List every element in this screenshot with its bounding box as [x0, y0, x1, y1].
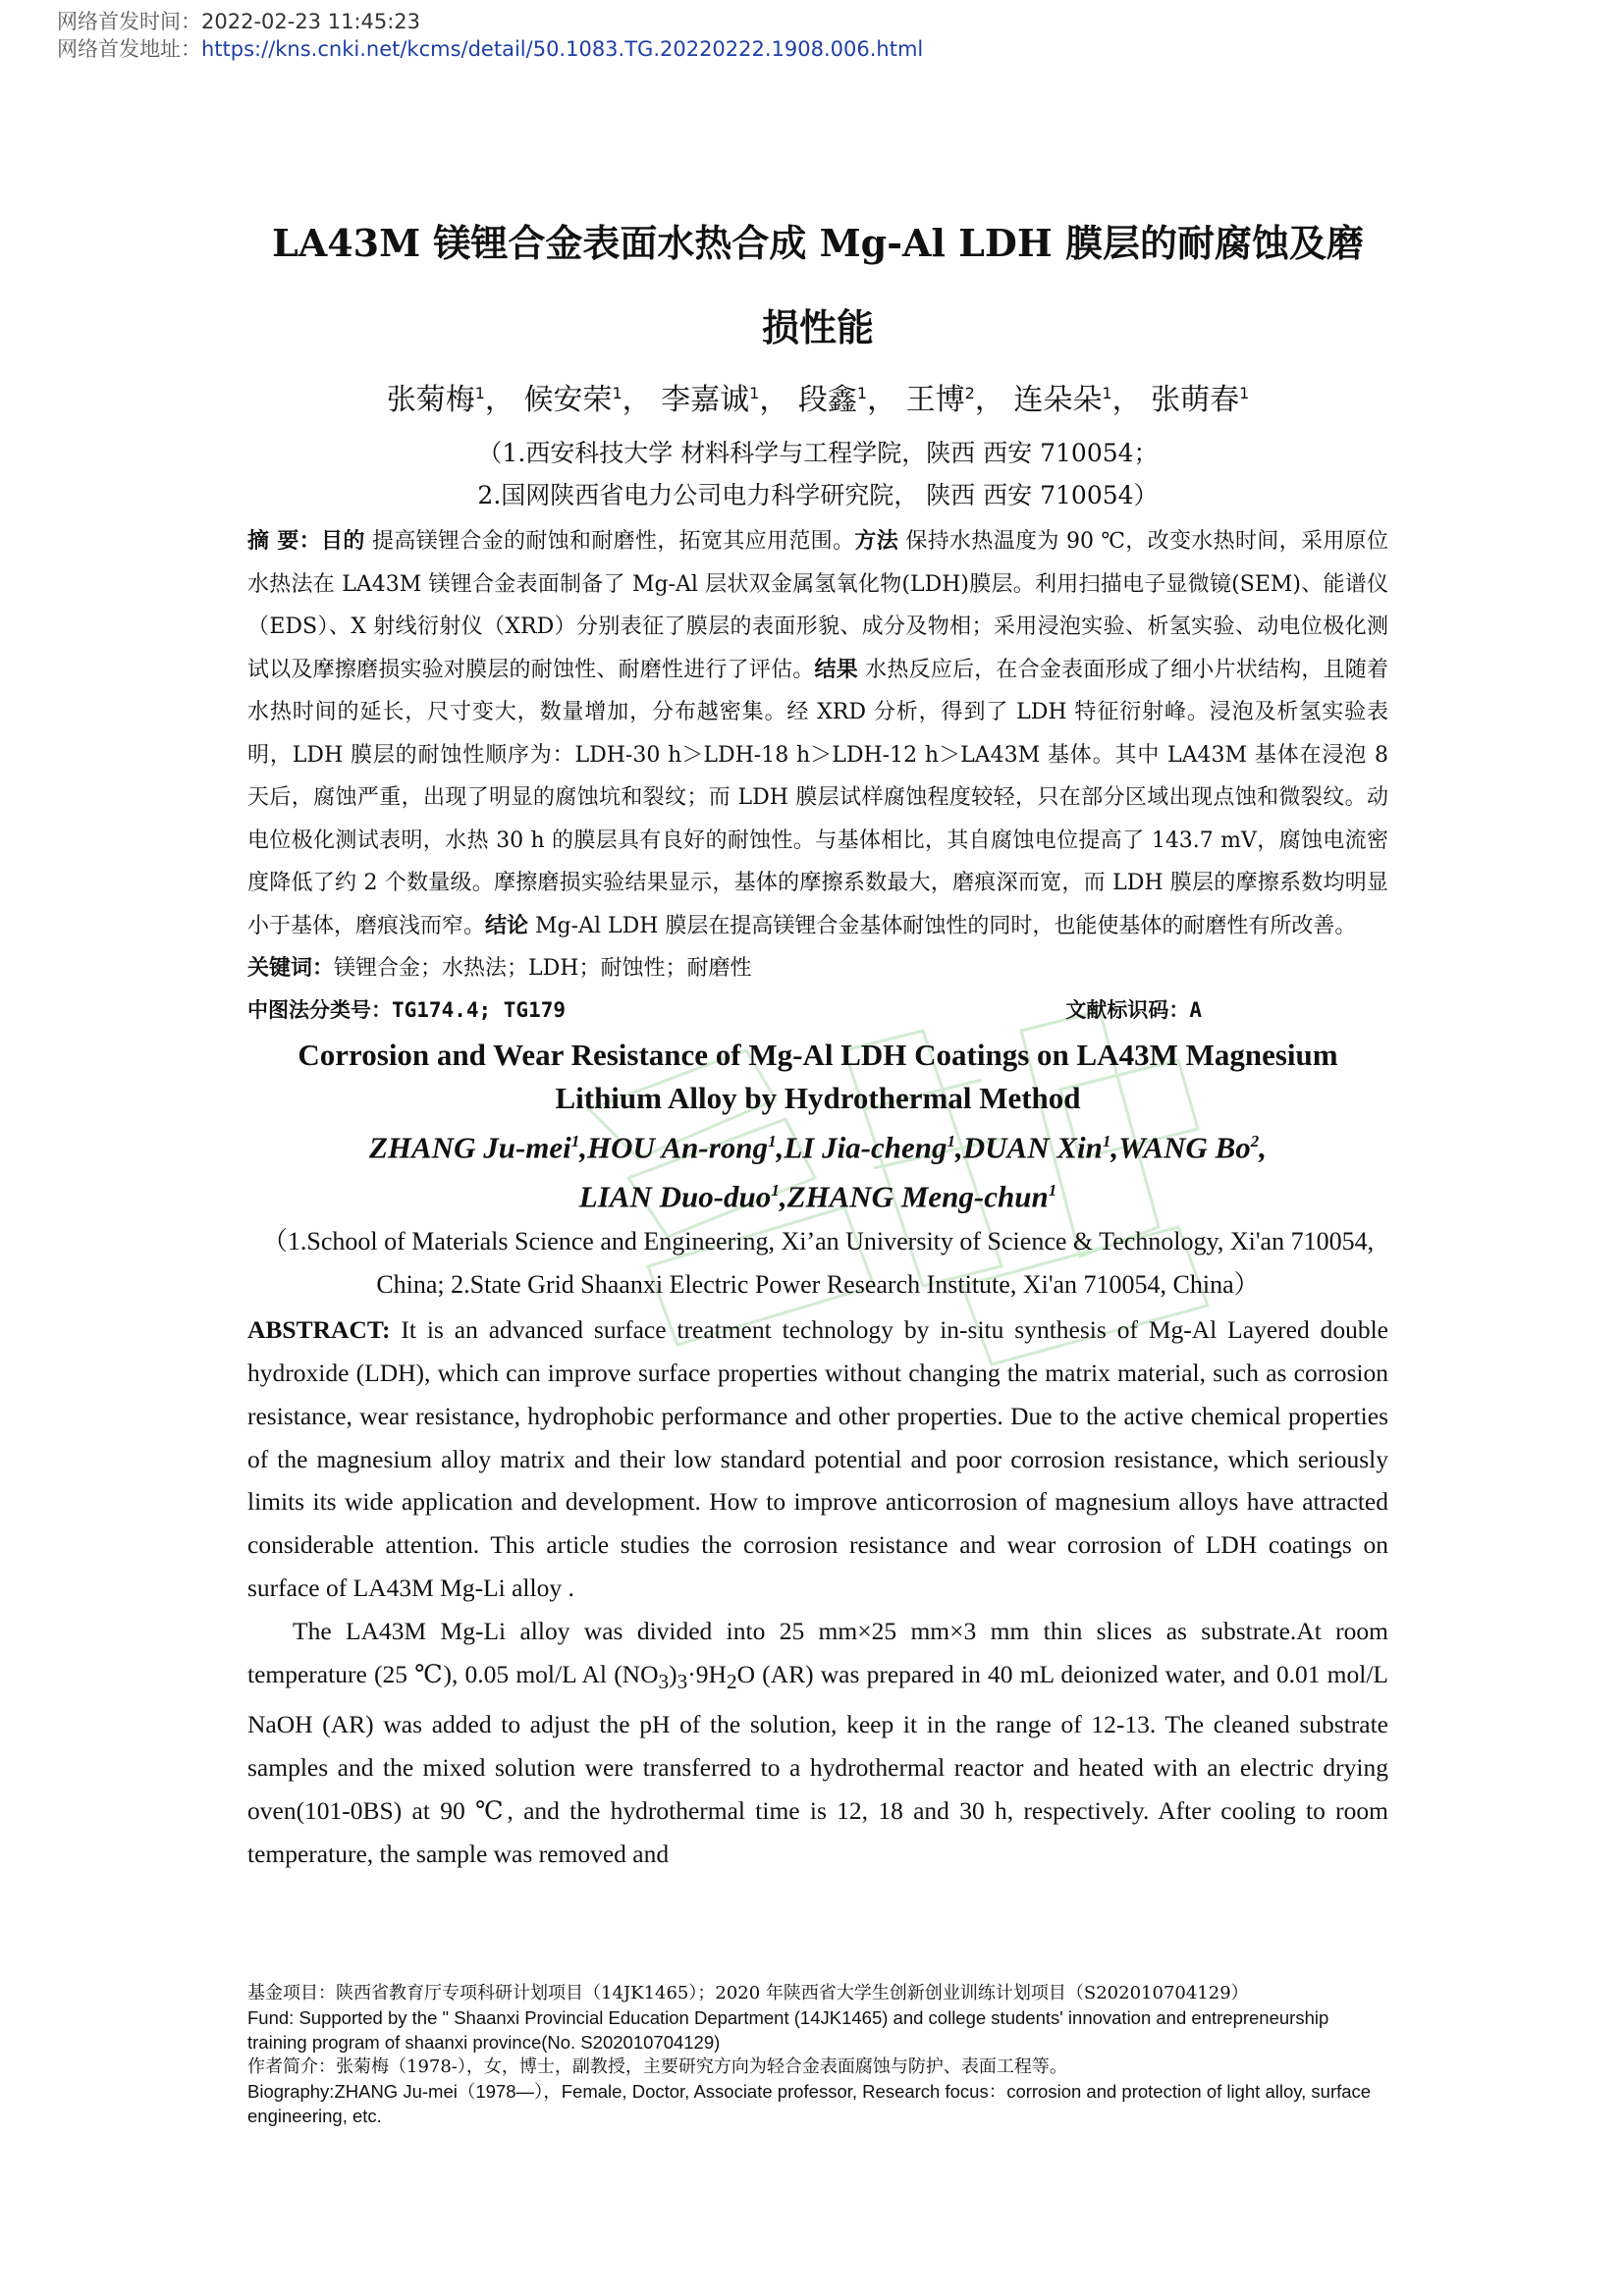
en-author-sup: 1: [1102, 1131, 1111, 1150]
en-abstract-p2-text: O (AR) was prepared in 40 mL deionized water, and 0.01 mol/L NaOH (AR) was added to adjust the pH of the solution, keep it in the range of 12-13. The cleaned substrate samples and the mixed solution were transferred to a hydrothermal reactor and heated with an electric drying oven(101-0BS) at 90 ℃, and the hydrothermal time is 12, 18 and 30 h, respectively. After cooling to room temperature, the sample was removed and: [247, 1659, 1388, 1868]
cn-author: 段鑫: [797, 383, 857, 417]
cn-authors: 张菊梅$^1$， 候安荣$^1$， 李嘉诚$^1$， 段鑫$^1$， 王博$^2$， 连朵朵$^1$， 张萌春$^1$: [386, 383, 1250, 417]
keywords-label: 关键词：: [247, 956, 335, 981]
en-author: LIAN Duo-duo: [578, 1179, 772, 1214]
en-abstract-para1: [247, 1308, 1388, 1610]
clc-label: 中图法分类号：: [247, 997, 392, 1022]
cn-abstract: [247, 520, 1388, 990]
cn-author: 李嘉诚: [661, 383, 750, 417]
cn-author: 连朵朵: [1013, 383, 1103, 417]
en-author: WANG Bo: [1118, 1129, 1251, 1164]
en-abstract: [247, 1308, 1388, 1875]
online-first-url-link[interactable]: https://kns.cnki.net/kcms/detail/50.1083.TG.20220222.1908.006.html: [201, 37, 924, 61]
cn-affil-line1: （1.西安科技大学 材料科学与工程学院，陕西 西安 710054；: [477, 439, 1159, 467]
online-first-url-label: 网络首发地址：: [57, 37, 201, 61]
en-title-line2: Lithium Alloy by Hydrothermal Method: [555, 1080, 1081, 1115]
paper-body: [247, 201, 1388, 1876]
en-author-sup: 2: [1250, 1131, 1260, 1150]
en-abstract-p2-text: ·9H: [687, 1659, 727, 1688]
en-abstract-label: ABSTRACT:: [247, 1315, 391, 1345]
doc-code: [1065, 990, 1202, 1030]
result-text: 水热反应后，在合金表面形成了细小片状结构，且随着水热时间的延长，尺寸变大，数量增加，分布越密集。经 XRD 分析，得到了 LDH 特征衍射峰。浸泡及析氢实验表明，LDH 膜层的耐蚀性顺序为：LDH-30 h＞LDH-18 h＞LDH-12 h＞LA43M 基体。其中 LA43M 基体在浸泡 8 天后，腐蚀严重，出现了明显的腐蚀坑和裂纹；而 LDH 膜层试样腐蚀程度较轻，只在部分区域出现点蚀和微裂纹。动电位极化测试表明，水热 30 h 的膜层具有良好的耐蚀性。与基体相比，其自腐蚀电位提高了 143.7 mV，腐蚀电流密度降低了约 2 个数量级。摩擦磨损实验结果显示，基体的摩擦系数最大，磨痕深而宽，而 LDH 膜层的摩擦系数均明显小于基体，磨痕浅而窄。: [247, 657, 1388, 938]
online-first-time: [57, 6, 420, 35]
cn-affil-line2: 2.国网陕西省电力公司电力科学研究院， 陕西 西安 710054）: [477, 481, 1159, 509]
cn-title-line1: LA43M 镁锂合金表面水热合成 Mg-Al LDH 膜层的耐腐蚀及磨: [272, 221, 1364, 265]
cn-author-sup: 1: [1239, 384, 1250, 402]
cn-author: 王博: [905, 383, 965, 417]
footnotes: [247, 1981, 1388, 2128]
keywords-text: 镁锂合金；水热法；LDH；耐蚀性；耐磨性: [334, 956, 752, 981]
en-author: DUAN Xin: [962, 1129, 1103, 1164]
subscript: 2: [726, 1669, 737, 1693]
online-first-time-value: 2022-02-23 11:45:23: [201, 10, 421, 33]
cn-title: [247, 201, 1388, 370]
bio-cn: 作者简介：张菊梅（1978-），女，博士，副教授，主要研究方向为轻合金表面腐蚀与防护、表面工程等。: [247, 2056, 1067, 2077]
fund-en: Fund: Supported by the " Shaanxi Provincial Education Department (14JK1465) and college students' innovation and entrepreneurship training program of shaanxi province(No. S202010704129): [247, 2007, 1329, 2053]
online-first-url: [57, 33, 923, 63]
en-author-sup: 1: [570, 1131, 580, 1150]
cn-author-sup: 1: [749, 384, 760, 402]
cn-author-sup: 1: [474, 384, 485, 402]
result-label: 结果: [814, 657, 858, 682]
cn-author-sup: 1: [1102, 384, 1112, 402]
subscript: 3: [658, 1669, 670, 1693]
cn-author: 候安荣: [523, 383, 613, 417]
en-author: HOU An-rong: [587, 1129, 769, 1164]
doc-code-value: A: [1189, 997, 1202, 1022]
method-label: 方法: [854, 529, 899, 554]
cn-author-sup: 1: [612, 384, 623, 402]
cn-author: 张菊梅: [386, 383, 475, 417]
en-abstract-p1-text: It is an advanced surface treatment technology by in-situ synthesis of Mg-Al Layered double hydroxide (LDH), which can improve surface properties without changing the matrix material, such as corrosion resistance, wear resistance, hydrophobic performance and other properties. Due to the active chemical properties of the magnesium alloy matrix and their low standard potential and poor corrosion resistance, which seriously limits its wide application and development. How to improve anticorrosion of magnesium alloys have attracted considerable attention. This article studies the corrosion resistance and wear corrosion of LDH coatings on surface of LA43M Mg-Li alloy .: [247, 1315, 1388, 1602]
fund-cn: 基金项目：陕西省教育厅专项科研计划项目（14JK1465）；2020 年陕西省大学生创新创业训练计划项目（S202010704129）: [247, 1983, 1249, 2003]
classification-line: [247, 990, 1388, 1030]
cn-abstract-label: 摘 要：: [247, 529, 321, 554]
en-authors-line2: LIAN Duo-duo$^1$,ZHANG Meng-chun$^1$: [578, 1179, 1057, 1214]
bio-en: Biography:ZHANG Ju-mei（1978—），Female, Doctor, Associate professor, Research focus：corrosion and protection of light alloy, surface engineering, etc.: [247, 2081, 1372, 2126]
conclusion-text: Mg-Al LDH 膜层在提高镁锂合金基体耐蚀性的同时，也能使基体的耐磨性有所改善。: [528, 913, 1357, 938]
cn-author-sup: 1: [856, 384, 868, 402]
en-author-sup: 1: [771, 1180, 780, 1200]
cn-affiliations: [247, 432, 1388, 516]
method-text: 保持水热温度为 90 ℃，改变水热时间，采用原位水热法在 LA43M 镁锂合金表面制备了 Mg-Al 层状双金属氢氧化物(LDH)膜层。利用扫描电子显微镜(SEM)、能谱仪（EDS）、X 射线衍射仪（XRD）分别表征了膜层的表面形貌、成分及物相；采用浸泡实验、析氢实验、动电位极化测试以及摩擦磨损实验对膜层的耐蚀性、耐磨性进行了评估。: [247, 529, 1388, 682]
subscript: 3: [677, 1669, 688, 1693]
en-affiliations: （1.School of Materials Science and Engineering, Xi’an University of Science & Technology, Xi'an 710054, China; 2.State Grid Shaanxi Electric Power Research Institute, Xi'an 710054, China）: [261, 1227, 1375, 1300]
en-title: [247, 1034, 1388, 1120]
en-author: ZHANG Ju-mei: [368, 1129, 571, 1164]
en-author: LI Jia-cheng: [784, 1129, 947, 1164]
purpose-label: 目的: [321, 529, 365, 554]
cn-title-line2: 损性能: [761, 305, 874, 349]
en-authors: [247, 1120, 1388, 1219]
en-abstract-para2: [247, 1610, 1388, 1876]
clc-number: [247, 990, 566, 1030]
cn-author: 张萌春: [1151, 383, 1240, 417]
purpose-text: 提高镁锂合金的耐蚀和耐磨性，拓宽其应用范围。: [364, 529, 855, 554]
doc-code-label: 文献标识码：: [1065, 997, 1190, 1022]
cn-author-sup: 2: [964, 384, 975, 402]
en-authors-line1: ZHANG Ju-mei$^1$,HOU An-rong$^1$,LI Jia-cheng$^1$,DUAN Xin$^1$,WANG Bo$^2$,: [368, 1129, 1268, 1164]
online-first-time-label: 网络首发时间：: [57, 10, 201, 33]
en-author-sup: 1: [768, 1131, 777, 1150]
en-abstract-p2-text: The LA43M Mg-Li alloy was divided into 25 mm×25 mm×3 mm thin slices as substrate.At room temperature (25 ℃), 0.05 mol/L Al (NO: [247, 1616, 1388, 1688]
cn-keywords: [247, 947, 1388, 990]
en-author-sup: 1: [1048, 1180, 1057, 1200]
conclusion-label: 结论: [485, 913, 529, 938]
clc-value: TG174.4; TG179: [392, 997, 567, 1022]
en-author-sup: 1: [947, 1131, 955, 1150]
en-title-line1: Corrosion and Wear Resistance of Mg-Al LDH Coatings on LA43M Magnesium: [298, 1037, 1338, 1072]
en-author: ZHANG Meng-chun: [786, 1179, 1049, 1214]
en-abstract-p2-text: ): [669, 1659, 677, 1688]
